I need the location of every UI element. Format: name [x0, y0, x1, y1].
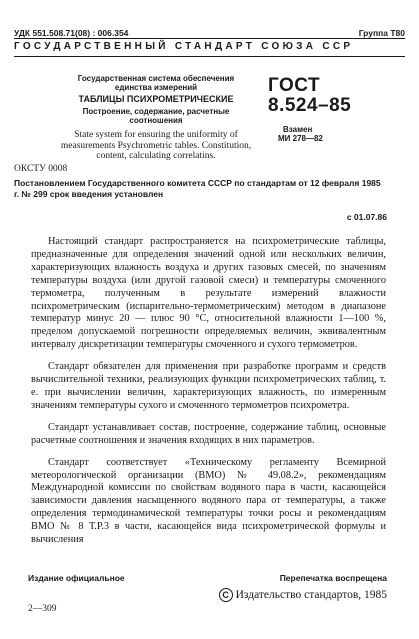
english-line-3: content, calculating correlatins. [96, 151, 216, 162]
official-edition: Издание официальное [28, 573, 125, 583]
gost-number: 8.524–85 [268, 94, 352, 116]
banner-rule [14, 56, 405, 57]
reprint-prohibited: Перепечатка воспрещена [279, 573, 387, 583]
system-line-2: единства измерений [114, 83, 198, 93]
replaces-label: Взамен [283, 124, 313, 134]
udk-code: УДК 551.508.71(08) : 006.354 [14, 28, 129, 38]
english-line-1: State system for ensuring the uniformity of [74, 130, 238, 141]
body-text [31, 236, 386, 556]
replaces-value: МИ 278—82 [278, 133, 323, 143]
copyright-text: Издательство стандартов, 1985 [235, 589, 387, 601]
paragraph-scope: Настоящий стандарт распространяется на психрометрические таблицы, предназначенные для определения значений одной или нескольких величин, характеризующих влажность воздуха и других газовых смесей, по значениям температуры воздуха (или другой газовой смеси) и температуры смоченного термометра, полученным в результате измерений влажности психрометрическим (испарительно-термометрическим) методом в диапазоне температур минус 20 — плюс 90 °С, относительной влажности 1—100 %, пределом допускаемой погрешности определяемых величин, эквивалентным интервалу дискретизации температуры смоченного и сухого термометров. [31, 236, 386, 351]
gost-designation [268, 76, 388, 143]
title-block [56, 74, 256, 162]
top-rule [14, 38, 405, 39]
paragraph-compliance: Стандарт соответствует «Техническому регламенту Всемирной метеорологической организации (ВМО) № 49.08.2», рекомендациям Международной комиссии по свойствам водяного пара в части, касающейся зависимости давления насыщенного водяного пара от температуры, а также определения термодинамической температуры точки росы и рекомендациям ВМО № 8 Т.Р.3 в части, касающейся вида психрометрической формулы и вычисления [31, 456, 386, 546]
effective-date: с 01.07.86 [346, 212, 387, 222]
okstu-code: ОКСТУ 0008 [14, 164, 68, 174]
copyright-line [219, 588, 387, 602]
subtitle: Построение, содержание, расчетные соотношения [82, 106, 230, 125]
main-title: ТАБЛИЦЫ ПСИХРОМЕТРИЧЕСКИЕ [78, 94, 234, 105]
group-code: Группа Т80 [358, 28, 405, 38]
paragraph-mandatory: Стандарт обязателен для применения при разработке программ и средств вычислительной техники, реализующих функции психрометрических таблиц, т. е. при вычислении величин, характеризующих влажность, по измеренным значениям температуры сухого и смоченного термометров психрометра. [31, 361, 386, 411]
english-line-2: measurements Psychrometric tables. Constitution, [60, 140, 252, 151]
paragraph-content: Стандарт устанавливает состав, построение, содержание таблиц, основные расчетные соотношения и значения входящих в них параметров. [31, 421, 386, 446]
gost-label: ГОСТ [268, 75, 321, 96]
decree-text: Постановлением Государственного комитета СССР по стандартам от 12 февраля 1985 г. № 299 срок введения установлен [14, 178, 381, 199]
page-number: 2—309 [28, 604, 57, 614]
english-title [56, 130, 256, 162]
copyright-icon: C [219, 588, 233, 602]
system-line-1: Государственная система обеспечения [77, 74, 235, 83]
state-standard-banner: ГОСУДАРСТВЕННЫЙ СТАНДАРТ СОЮЗА ССР [14, 41, 354, 52]
